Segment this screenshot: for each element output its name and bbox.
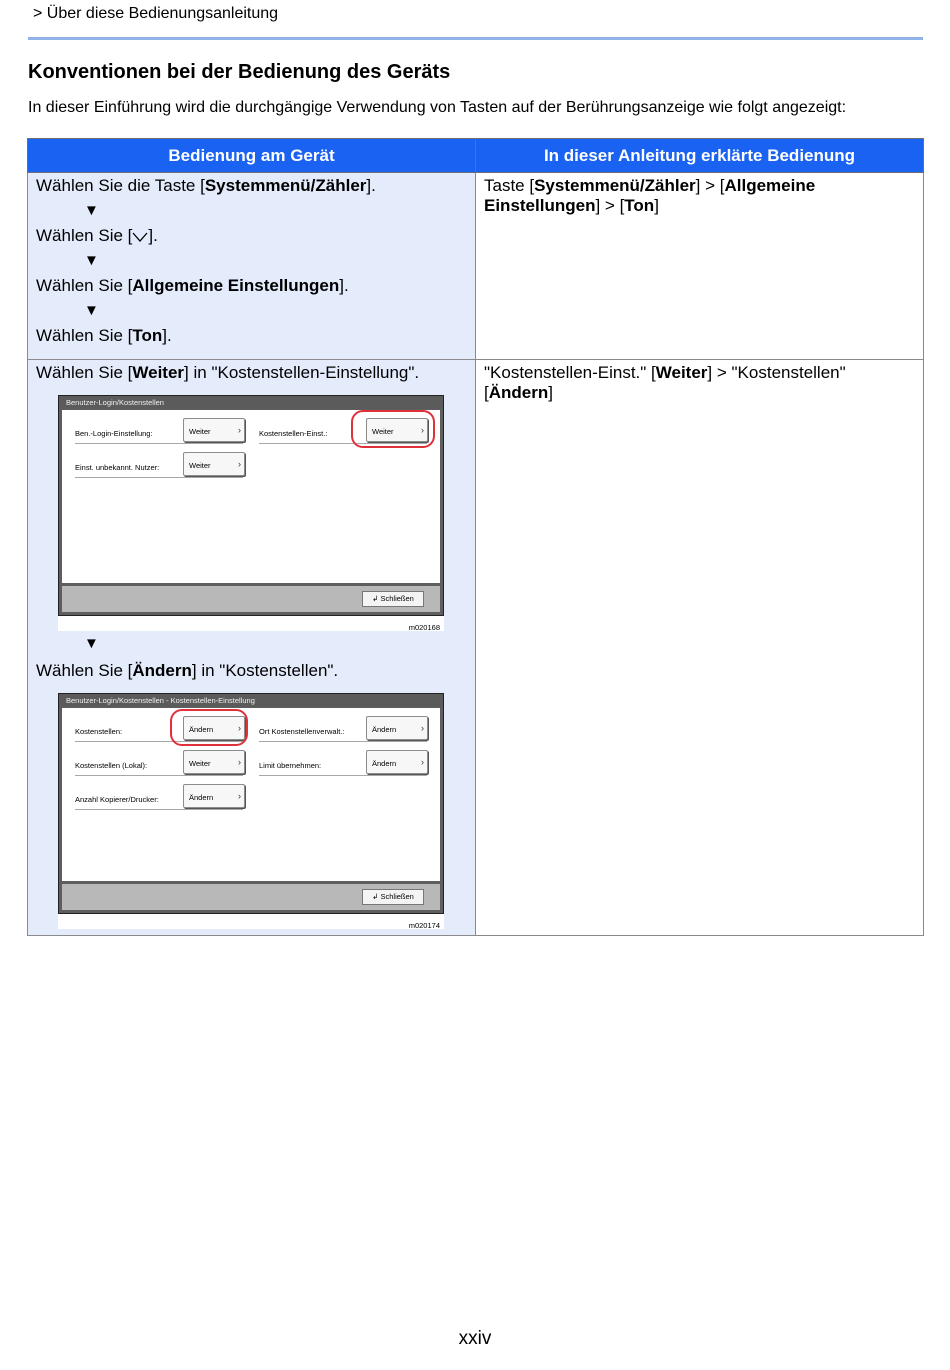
conventions-table <box>27 138 924 936</box>
divider <box>259 741 427 742</box>
page-number: xxiv <box>458 1328 492 1349</box>
panel-content <box>62 708 440 881</box>
chevron-right-icon: › <box>421 425 424 435</box>
panel-label: Kostenstellen-Einst.: <box>259 429 328 438</box>
touch-panel <box>58 395 444 616</box>
weiter-button[interactable]: Weiter › <box>183 750 245 774</box>
panel-label: Kostenstellen: <box>75 727 123 736</box>
image-code: m020174 <box>408 921 440 930</box>
step-text: Wählen Sie [Ton]. <box>36 326 172 345</box>
chevron-right-icon: › <box>238 459 241 469</box>
weiter-button[interactable]: Weiter › <box>366 418 428 442</box>
panel-label: Ben.-Login-Einstellung: <box>75 429 153 438</box>
highlight-ring <box>170 709 248 746</box>
down-arrow-icon: ▼ <box>84 635 99 652</box>
panel-title: Benutzer-Login/Kostenstellen - Kostenstellen-Einstellung <box>59 694 443 707</box>
manual-notation-cell: Taste [Systemmenü/Zähler] > [Allgemeine Einstellungen] > [Ton] <box>476 173 924 360</box>
chevron-right-icon: › <box>421 723 424 733</box>
table-row <box>28 360 924 936</box>
aendern-button[interactable]: Ändern › <box>366 716 428 740</box>
table-row <box>28 173 924 360</box>
step-text: Wählen Sie [Ändern] in "Kostenstellen". <box>36 661 339 680</box>
close-button[interactable]: ↲ Schließen <box>362 889 424 905</box>
down-arrow-icon: ▼ <box>84 202 99 219</box>
touch-panel-screenshot <box>58 395 444 631</box>
table-header-row <box>28 139 924 173</box>
step-text: Wählen Sie die Taste [Systemmenü/Zähler]. <box>36 176 376 195</box>
panel-label: Limit übernehmen: <box>259 761 322 770</box>
return-icon: ↲ <box>372 594 381 603</box>
touch-panel-screenshot <box>58 693 444 929</box>
step-text: Wählen Sie [ ]. <box>36 226 158 245</box>
close-button[interactable]: ↲ Schließen <box>362 591 424 607</box>
down-arrow-icon: ▼ <box>84 302 99 319</box>
down-arrow-icon: ▼ <box>84 252 99 269</box>
divider <box>75 775 243 776</box>
image-code: m020168 <box>408 623 440 632</box>
chevron-right-icon: › <box>238 757 241 767</box>
panel-title: Benutzer-Login/Kostenstellen <box>59 396 443 409</box>
highlight-ring <box>351 410 435 448</box>
column-header-manual: In dieser Anleitung erklärte Bedienung <box>476 139 924 173</box>
step-text: Wählen Sie [Weiter] in "Kostenstellen-Einstellung". <box>36 363 420 382</box>
divider <box>259 775 427 776</box>
aendern-button[interactable]: Ändern › <box>183 784 245 808</box>
panel-content <box>62 410 440 583</box>
step-text: Wählen Sie [Allgemeine Einstellungen]. <box>36 276 349 295</box>
return-icon: ↲ <box>372 892 381 901</box>
device-steps-cell <box>28 173 476 360</box>
touch-panel <box>58 693 444 914</box>
chevron-down-icon <box>132 232 148 242</box>
panel-label: Anzahl Kopierer/Drucker: <box>75 795 159 804</box>
header-rule <box>28 37 923 40</box>
manual-notation-cell: "Kostenstellen-Einst." [Weiter] > "Kostenstellen" [Ändern] <box>476 360 924 936</box>
panel-label: Kostenstellen (Lokal): <box>75 761 148 770</box>
panel-label: Ort Kostenstellenverwalt.: <box>259 727 345 736</box>
divider <box>75 809 243 810</box>
chevron-right-icon: › <box>421 757 424 767</box>
chevron-right-icon: › <box>238 723 241 733</box>
divider <box>75 477 243 478</box>
chevron-right-icon: › <box>238 425 241 435</box>
aendern-button[interactable]: Ändern › <box>366 750 428 774</box>
divider <box>75 443 243 444</box>
panel-footer <box>62 586 440 612</box>
weiter-button[interactable]: Weiter › <box>183 452 245 476</box>
weiter-button[interactable]: Weiter › <box>183 418 245 442</box>
device-steps-cell <box>28 360 476 936</box>
panel-footer <box>62 884 440 910</box>
chevron-right-icon: › <box>238 791 241 801</box>
column-header-device: Bedienung am Gerät <box>28 139 476 173</box>
section-title: Konventionen bei der Bedienung des Geräts <box>28 61 451 83</box>
aendern-button[interactable]: Ändern › <box>183 716 245 740</box>
intro-text: In dieser Einführung wird die durchgängige Verwendung von Tasten auf der Berührungsanzeige wie folgt angezeigt: <box>28 99 847 116</box>
breadcrumb[interactable]: > Über diese Bedienungsanleitung <box>33 5 279 22</box>
panel-label: Einst. unbekannt. Nutzer: <box>75 463 160 472</box>
